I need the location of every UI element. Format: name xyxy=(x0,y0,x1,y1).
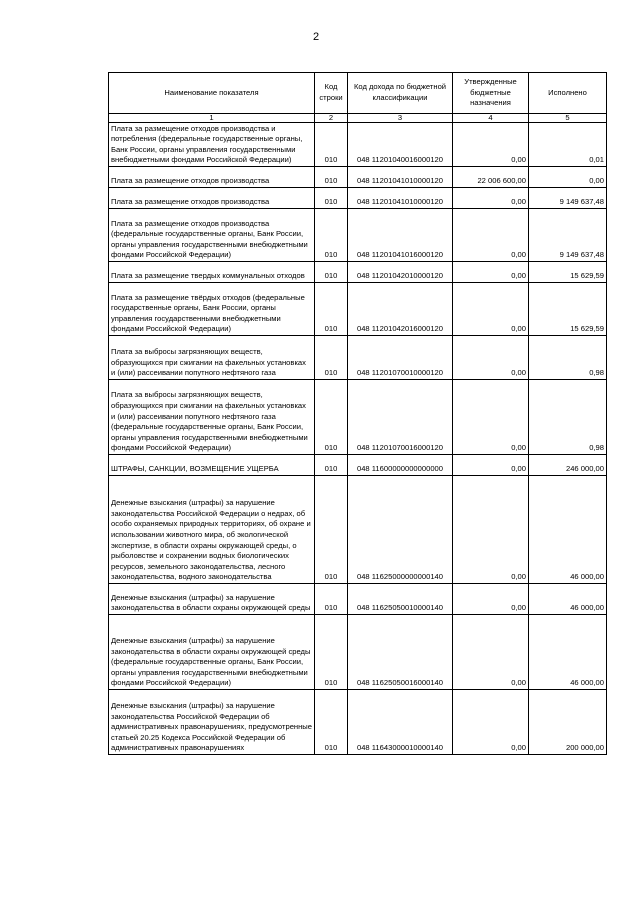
row-executed-amount: 200 000,00 xyxy=(529,690,607,755)
row-income-code: 048 11201042010000120 xyxy=(348,262,453,283)
row-indicator-name: Денежные взыскания (штрафы) за нарушение законодательства Российской Федерации о недрах, об особо охраняемых природных территориях, об охране и использовании животного мира, об экологической экспертизе, в области охраны окружающей среды, о рыболовстве и сохранении водных биологических ресурсов, земельного законодательства, лесного законодательства, водного законодательства xyxy=(109,476,315,584)
row-indicator-name: Плата за размещение отходов производства и потребления (федеральные государственные органы, Банк России, органы управления государственными внебюджетными фондами Российской Федерации) xyxy=(109,123,315,167)
table-row xyxy=(109,209,607,262)
column-number: 3 xyxy=(348,114,453,123)
row-income-code: 048 11643000010000140 xyxy=(348,690,453,755)
row-executed-amount: 46 000,00 xyxy=(529,584,607,615)
table-row xyxy=(109,283,607,336)
header-indicator-name: Наименование показателя xyxy=(109,73,315,114)
row-line-code: 010 xyxy=(315,209,348,262)
table-row xyxy=(109,262,607,283)
table-row xyxy=(109,584,607,615)
row-line-code: 010 xyxy=(315,615,348,690)
row-income-code: 048 11201041016000120 xyxy=(348,209,453,262)
row-line-code: 010 xyxy=(315,283,348,336)
row-approved-amount: 0,00 xyxy=(453,380,529,455)
row-indicator-name: Плата за размещение твёрдых отходов (федеральные государственные органы, Банк России, органы управления государственными внебюджетными фондами Российской Федерации) xyxy=(109,283,315,336)
row-income-code: 048 11201041010000120 xyxy=(348,188,453,209)
row-income-code: 048 11201070010000120 xyxy=(348,336,453,380)
row-executed-amount: 246 000,00 xyxy=(529,455,607,476)
row-executed-amount: 46 000,00 xyxy=(529,615,607,690)
column-number: 4 xyxy=(453,114,529,123)
header-approved-appropriations: Утвержденные бюджетные назначения xyxy=(453,73,529,114)
row-approved-amount: 22 006 600,00 xyxy=(453,167,529,188)
table-row xyxy=(109,690,607,755)
row-indicator-name: Денежные взыскания (штрафы) за нарушение законодательства в области охраны окружающей среды xyxy=(109,584,315,615)
row-income-code: 048 11600000000000000 xyxy=(348,455,453,476)
row-executed-amount: 9 149 637,48 xyxy=(529,188,607,209)
row-approved-amount: 0,00 xyxy=(453,336,529,380)
table-row xyxy=(109,336,607,380)
row-executed-amount: 0,00 xyxy=(529,167,607,188)
table-row xyxy=(109,123,607,167)
row-income-code: 048 11201042016000120 xyxy=(348,283,453,336)
row-approved-amount: 0,00 xyxy=(453,584,529,615)
row-approved-amount: 0,00 xyxy=(453,262,529,283)
row-income-code: 048 11201040016000120 xyxy=(348,123,453,167)
row-indicator-name: Плата за выбросы загрязняющих веществ, образующихся при сжигании на факельных установках и (или) рассеивании попутного нефтяного газа (федеральные государственные органы, Банк России, органы управления государственными внебюджетными фондами Российской Федерации) xyxy=(109,380,315,455)
row-indicator-name: Плата за размещение отходов производства xyxy=(109,167,315,188)
row-executed-amount: 15 629,59 xyxy=(529,283,607,336)
header-line-code: Код строки xyxy=(315,73,348,114)
row-executed-amount: 0,98 xyxy=(529,336,607,380)
row-approved-amount: 0,00 xyxy=(453,476,529,584)
table-row xyxy=(109,167,607,188)
row-income-code: 048 11201041010000120 xyxy=(348,167,453,188)
column-number-row xyxy=(109,114,607,123)
row-approved-amount: 0,00 xyxy=(453,123,529,167)
column-number: 2 xyxy=(315,114,348,123)
row-executed-amount: 0,98 xyxy=(529,380,607,455)
row-line-code: 010 xyxy=(315,380,348,455)
row-indicator-name: Плата за выбросы загрязняющих веществ, образующихся при сжигании на факельных установках и (или) рассеивании попутного нефтяного газа xyxy=(109,336,315,380)
table-row xyxy=(109,380,607,455)
row-approved-amount: 0,00 xyxy=(453,188,529,209)
table-row xyxy=(109,455,607,476)
row-approved-amount: 0,00 xyxy=(453,455,529,476)
row-income-code: 048 11201070016000120 xyxy=(348,380,453,455)
row-indicator-name: Денежные взыскания (штрафы) за нарушение законодательства в области охраны окружающей среды (федеральные государственные органы, Банк России, органы управления государственными внебюджетными фондами Российской Федерации) xyxy=(109,615,315,690)
header-income-code: Код дохода по бюджетной классификации xyxy=(348,73,453,114)
row-approved-amount: 0,00 xyxy=(453,615,529,690)
header-executed: Исполнено xyxy=(529,73,607,114)
row-line-code: 010 xyxy=(315,476,348,584)
row-line-code: 010 xyxy=(315,167,348,188)
row-income-code: 048 11625050010000140 xyxy=(348,584,453,615)
row-approved-amount: 0,00 xyxy=(453,690,529,755)
row-indicator-name: Плата за размещение отходов производства xyxy=(109,188,315,209)
table-body xyxy=(109,123,607,755)
row-line-code: 010 xyxy=(315,188,348,209)
row-executed-amount: 0,01 xyxy=(529,123,607,167)
table-row xyxy=(109,476,607,584)
column-number: 1 xyxy=(109,114,315,123)
row-income-code: 048 11625000000000140 xyxy=(348,476,453,584)
row-line-code: 010 xyxy=(315,690,348,755)
row-indicator-name: Денежные взыскания (штрафы) за нарушение законодательства Российской Федерации об административных правонарушениях, предусмотренные статьей 20.25 Кодекса Российской Федерации об административных правонарушениях xyxy=(109,690,315,755)
table-header-row xyxy=(109,73,607,114)
row-indicator-name: Плата за размещение отходов производства (федеральные государственные органы, Банк России, органы управления государственными внебюджетными фондами Российской Федерации) xyxy=(109,209,315,262)
row-executed-amount: 46 000,00 xyxy=(529,476,607,584)
row-line-code: 010 xyxy=(315,455,348,476)
table-row xyxy=(109,615,607,690)
row-executed-amount: 9 149 637,48 xyxy=(529,209,607,262)
row-indicator-name: ШТРАФЫ, САНКЦИИ, ВОЗМЕЩЕНИЕ УЩЕРБА xyxy=(109,455,315,476)
row-line-code: 010 xyxy=(315,262,348,283)
row-indicator-name: Плата за размещение твердых коммунальных отходов xyxy=(109,262,315,283)
page-number: 2 xyxy=(312,31,320,43)
row-line-code: 010 xyxy=(315,123,348,167)
row-approved-amount: 0,00 xyxy=(453,283,529,336)
row-executed-amount: 15 629,59 xyxy=(529,262,607,283)
row-approved-amount: 0,00 xyxy=(453,209,529,262)
row-line-code: 010 xyxy=(315,336,348,380)
column-number: 5 xyxy=(529,114,607,123)
budget-execution-table xyxy=(108,72,607,755)
table-row xyxy=(109,188,607,209)
row-income-code: 048 11625050016000140 xyxy=(348,615,453,690)
row-line-code: 010 xyxy=(315,584,348,615)
